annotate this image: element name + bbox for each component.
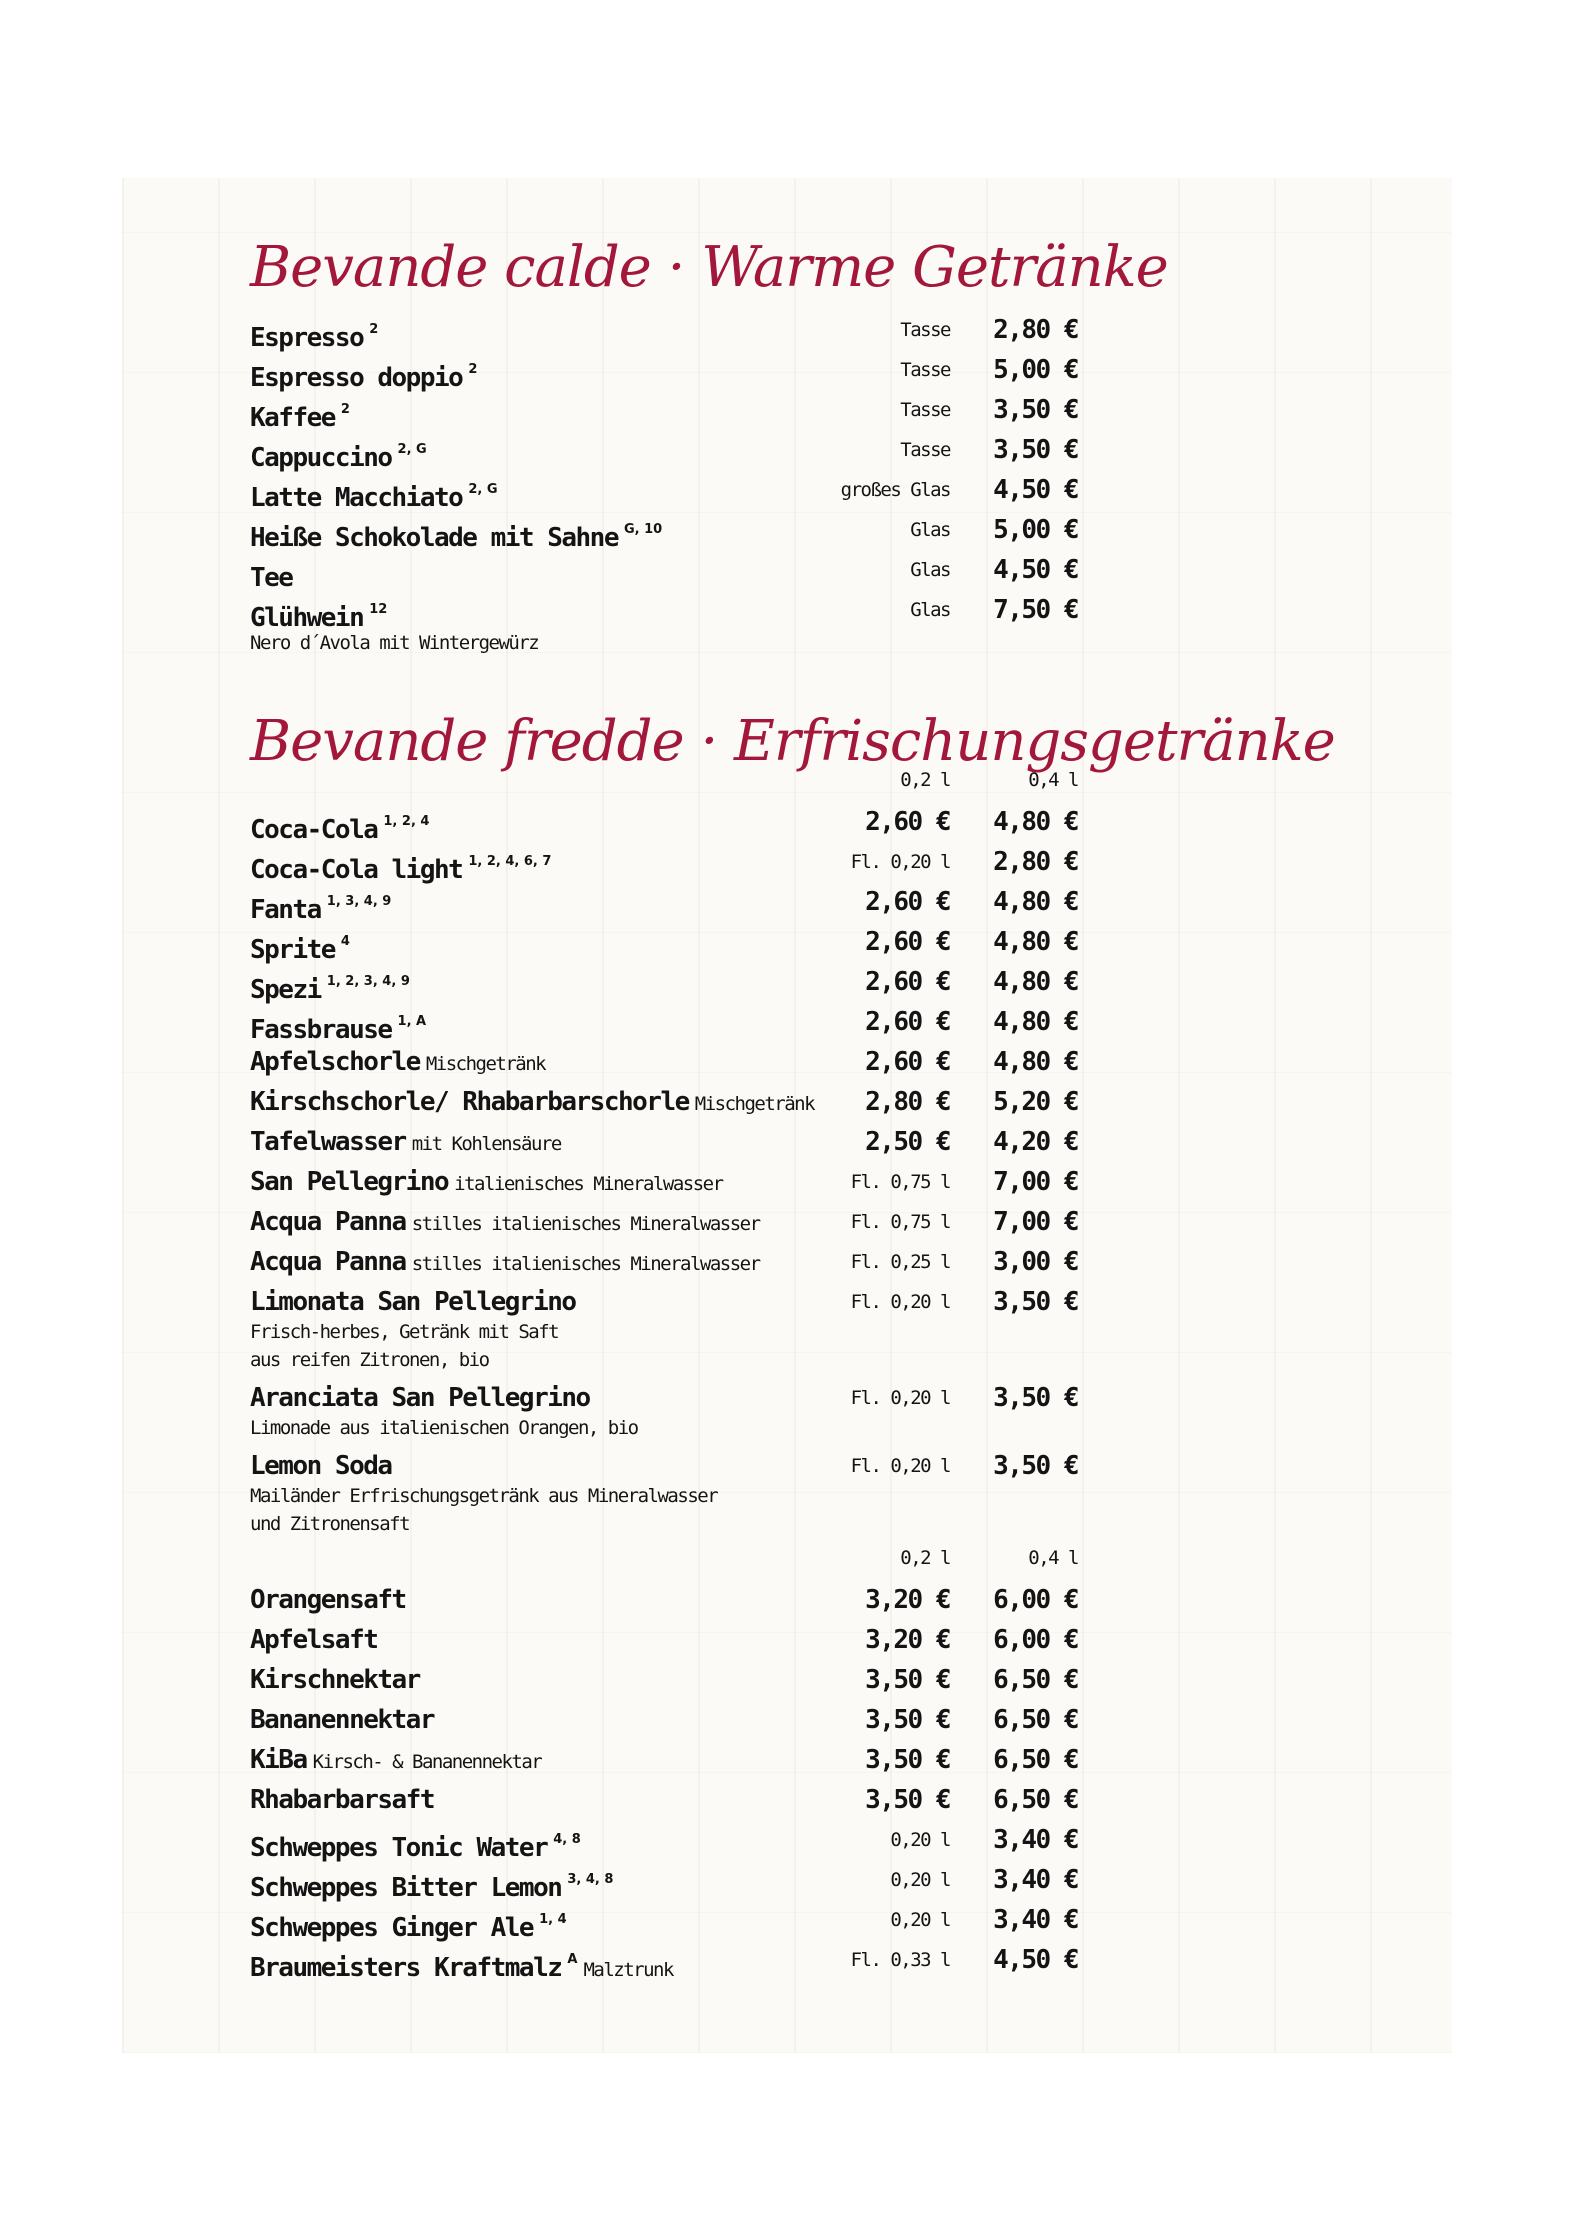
item-price: 3,40 € xyxy=(993,1905,1078,1935)
item-price: 3,50 € xyxy=(993,1451,1078,1481)
item-price: 4,80 € xyxy=(993,1007,1078,1037)
menu-item xyxy=(250,1900,1080,1943)
price-small: 3,20 € xyxy=(865,1625,950,1655)
item-name: Coca-Cola xyxy=(250,815,378,845)
menu-item xyxy=(250,1780,1080,1820)
allergen-codes: A xyxy=(567,1952,578,1967)
item-unit: Fl. 0,20 l xyxy=(850,851,950,873)
menu-item xyxy=(250,1740,1080,1780)
item-unit: Tasse xyxy=(900,359,950,381)
menu-item xyxy=(250,590,1080,633)
item-name: Coca-Cola light xyxy=(250,855,463,885)
item-unit: Fl. 0,33 l xyxy=(850,1949,950,1971)
item-price: 6,50 € xyxy=(993,1785,1078,1815)
item-subdescription: und Zitronensaft xyxy=(250,1513,410,1535)
allergen-codes: 1, 2, 3, 4, 9 xyxy=(326,974,410,989)
item-unit: Fl. 0,75 l xyxy=(850,1171,950,1193)
item-name: Lemon Soda xyxy=(250,1451,392,1481)
item-price: 2,80 € xyxy=(993,847,1078,877)
menu-item xyxy=(250,1580,1080,1620)
menu-item xyxy=(250,922,1080,965)
price-small: 2,80 € xyxy=(865,1087,950,1117)
item-price: 2,80 € xyxy=(993,315,1078,345)
menu-item xyxy=(250,802,1080,845)
menu-item xyxy=(250,1660,1080,1700)
menu-item xyxy=(250,470,1080,513)
price-small: 3,20 € xyxy=(865,1585,950,1615)
allergen-codes: 2, G xyxy=(397,442,427,457)
item-unit: Fl. 0,20 l xyxy=(850,1455,950,1477)
allergen-codes: 2, G xyxy=(468,482,498,497)
section-title-warm: Bevande calde · Warme Getränke xyxy=(250,235,1168,300)
item-name: Acqua Panna xyxy=(250,1247,406,1277)
allergen-codes: 1, A xyxy=(397,1014,427,1029)
item-name: Tafelwasser xyxy=(250,1127,406,1157)
price-small: 2,60 € xyxy=(865,1007,950,1037)
item-unit: Tasse xyxy=(900,399,950,421)
menu-item xyxy=(250,1378,1080,1418)
item-price: 7,00 € xyxy=(993,1167,1078,1197)
allergen-codes: 4, 8 xyxy=(553,1832,581,1847)
menu-item xyxy=(250,882,1080,925)
item-price: 6,00 € xyxy=(993,1625,1078,1655)
item-name: KiBa xyxy=(250,1745,307,1775)
item-price: 5,00 € xyxy=(993,515,1078,545)
item-unit: Fl. 0,20 l xyxy=(850,1387,950,1409)
item-price: 3,50 € xyxy=(993,435,1078,465)
menu-item xyxy=(250,1042,1080,1082)
item-price: 6,00 € xyxy=(993,1585,1078,1615)
price-small: 3,50 € xyxy=(865,1705,950,1735)
menu-item xyxy=(250,1282,1080,1322)
item-unit: Fl. 0,25 l xyxy=(850,1251,950,1273)
menu-item xyxy=(250,1620,1080,1660)
item-name: Acqua Panna xyxy=(250,1207,406,1237)
menu-item xyxy=(250,1700,1080,1740)
item-name: Tee xyxy=(250,563,293,593)
item-price: 3,50 € xyxy=(993,1287,1078,1317)
item-name: Sprite xyxy=(250,935,335,965)
allergen-codes: 3, 4, 8 xyxy=(567,1872,614,1887)
item-price: 4,80 € xyxy=(993,1047,1078,1077)
item-note: Nero d´Avola mit Wintergewürz xyxy=(250,632,539,654)
item-description: mit Kohlensäure xyxy=(411,1133,561,1155)
item-price: 7,50 € xyxy=(993,595,1078,625)
menu-item xyxy=(250,1820,1080,1863)
item-name: Kirschschorle/ Rhabarbarschorle xyxy=(250,1087,689,1117)
item-price: 4,80 € xyxy=(993,927,1078,957)
item-name: Orangensaft xyxy=(250,1585,406,1615)
item-name: Schweppes Bitter Lemon xyxy=(250,1873,562,1903)
item-price: 5,00 € xyxy=(993,355,1078,385)
menu-item xyxy=(250,1202,1080,1242)
volume-header-large-2: 0,4 l xyxy=(1028,1547,1078,1569)
item-price: 6,50 € xyxy=(993,1665,1078,1695)
item-subdescription: Mailänder Erfrischungsgetränk aus Mineralwasser xyxy=(250,1485,718,1507)
menu-item xyxy=(250,1242,1080,1282)
item-unit: Fl. 0,75 l xyxy=(850,1211,950,1233)
menu-item xyxy=(250,310,1080,353)
item-price: 7,00 € xyxy=(993,1207,1078,1237)
item-unit: Tasse xyxy=(900,319,950,341)
item-price: 5,20 € xyxy=(993,1087,1078,1117)
menu-item xyxy=(250,390,1080,433)
item-description: italienisches Mineralwasser xyxy=(454,1173,723,1195)
item-price: 4,80 € xyxy=(993,807,1078,837)
item-name: Schweppes Ginger Ale xyxy=(250,1913,534,1943)
section-title-cold: Bevande fredde · Erfrischungsgetränke xyxy=(250,709,1335,774)
item-name: Aranciata San Pellegrino xyxy=(250,1383,590,1413)
item-unit: Glas xyxy=(910,519,950,541)
item-subdescription: Limonade aus italienischen Orangen, bio xyxy=(250,1417,638,1439)
volume-header-small-2: 0,2 l xyxy=(900,1547,950,1569)
item-price: 6,50 € xyxy=(993,1745,1078,1775)
item-unit: 0,20 l xyxy=(890,1869,950,1891)
item-name: Rhabarbarsaft xyxy=(250,1785,434,1815)
menu-item xyxy=(250,962,1080,1005)
item-name: San Pellegrino xyxy=(250,1167,449,1197)
item-unit: Glas xyxy=(910,559,950,581)
price-small: 2,60 € xyxy=(865,1047,950,1077)
item-unit: Glas xyxy=(910,599,950,621)
price-small: 3,50 € xyxy=(865,1665,950,1695)
menu-item xyxy=(250,1002,1080,1045)
menu-item xyxy=(250,1860,1080,1903)
item-name: Kirschnektar xyxy=(250,1665,420,1695)
item-price: 3,00 € xyxy=(993,1247,1078,1277)
allergen-codes: G, 10 xyxy=(624,522,663,537)
menu-item xyxy=(250,842,1080,885)
allergen-codes: 2 xyxy=(468,362,478,377)
item-unit: großes Glas xyxy=(840,479,950,501)
menu-item xyxy=(250,1446,1080,1486)
allergen-codes: 12 xyxy=(369,602,388,617)
item-unit: 0,20 l xyxy=(890,1909,950,1931)
price-small: 2,60 € xyxy=(865,967,950,997)
allergen-codes: 2 xyxy=(340,402,350,417)
price-small: 3,50 € xyxy=(865,1785,950,1815)
item-price: 3,50 € xyxy=(993,395,1078,425)
item-name: Apfelsaft xyxy=(250,1625,378,1655)
allergen-codes: 2 xyxy=(369,322,379,337)
menu-item xyxy=(250,1162,1080,1202)
item-price: 3,40 € xyxy=(993,1825,1078,1855)
item-name: Limonata San Pellegrino xyxy=(250,1287,576,1317)
price-small: 2,50 € xyxy=(865,1127,950,1157)
item-name: Spezi xyxy=(250,975,321,1005)
item-unit: 0,20 l xyxy=(890,1829,950,1851)
item-unit: Tasse xyxy=(900,439,950,461)
item-description: Mischgetränk xyxy=(694,1093,815,1115)
menu-item xyxy=(250,350,1080,393)
price-small: 2,60 € xyxy=(865,887,950,917)
menu-item xyxy=(250,1940,1080,1983)
item-name: Kaffee xyxy=(250,403,335,433)
allergen-codes: 1, 4 xyxy=(539,1912,567,1927)
item-name: Schweppes Tonic Water xyxy=(250,1833,548,1863)
menu-item xyxy=(250,510,1080,553)
price-small: 3,50 € xyxy=(865,1745,950,1775)
item-description: Mischgetränk xyxy=(425,1053,546,1075)
item-subdescription: Frisch-herbes, Getränk mit Saft xyxy=(250,1321,559,1343)
item-price: 4,20 € xyxy=(993,1127,1078,1157)
item-description: stilles italienisches Mineralwasser xyxy=(411,1213,760,1235)
item-name: Espresso xyxy=(250,323,364,353)
menu-item xyxy=(250,430,1080,473)
allergen-codes: 4 xyxy=(340,934,350,949)
item-name: Bananennektar xyxy=(250,1705,434,1735)
item-name: Fanta xyxy=(250,895,321,925)
item-description: stilles italienisches Mineralwasser xyxy=(411,1253,760,1275)
item-price: 4,50 € xyxy=(993,475,1078,505)
item-price: 6,50 € xyxy=(993,1705,1078,1735)
item-description: Kirsch- & Bananennektar xyxy=(312,1751,542,1773)
menu-item xyxy=(250,550,1080,593)
item-name: Heiße Schokolade mit Sahne xyxy=(250,523,618,553)
allergen-codes: 1, 2, 4 xyxy=(383,814,430,829)
item-name: Apfelschorle xyxy=(250,1047,420,1077)
item-unit: Fl. 0,20 l xyxy=(850,1291,950,1313)
item-name: Glühwein xyxy=(250,603,364,633)
item-name: Cappuccino xyxy=(250,443,392,473)
volume-header-small: 0,2 l xyxy=(900,769,950,791)
item-subdescription: aus reifen Zitronen, bio xyxy=(250,1349,489,1371)
allergen-codes: 1, 3, 4, 9 xyxy=(326,894,392,909)
price-small: 2,60 € xyxy=(865,927,950,957)
allergen-codes: 1, 2, 4, 6, 7 xyxy=(468,854,552,869)
item-price: 4,50 € xyxy=(993,555,1078,585)
item-name: Fassbrause xyxy=(250,1015,392,1045)
volume-header-large: 0,4 l xyxy=(1028,769,1078,791)
item-price: 4,80 € xyxy=(993,967,1078,997)
menu-item xyxy=(250,1082,1080,1122)
item-name: Espresso doppio xyxy=(250,363,463,393)
menu-item xyxy=(250,1122,1080,1162)
item-price: 4,50 € xyxy=(993,1945,1078,1975)
price-small: 2,60 € xyxy=(865,807,950,837)
item-price: 3,50 € xyxy=(993,1383,1078,1413)
item-price: 3,40 € xyxy=(993,1865,1078,1895)
item-name: Braumeisters Kraftmalz xyxy=(250,1953,562,1983)
item-price: 4,80 € xyxy=(993,887,1078,917)
item-description: Malztrunk xyxy=(583,1959,673,1981)
item-name: Latte Macchiato xyxy=(250,483,463,513)
